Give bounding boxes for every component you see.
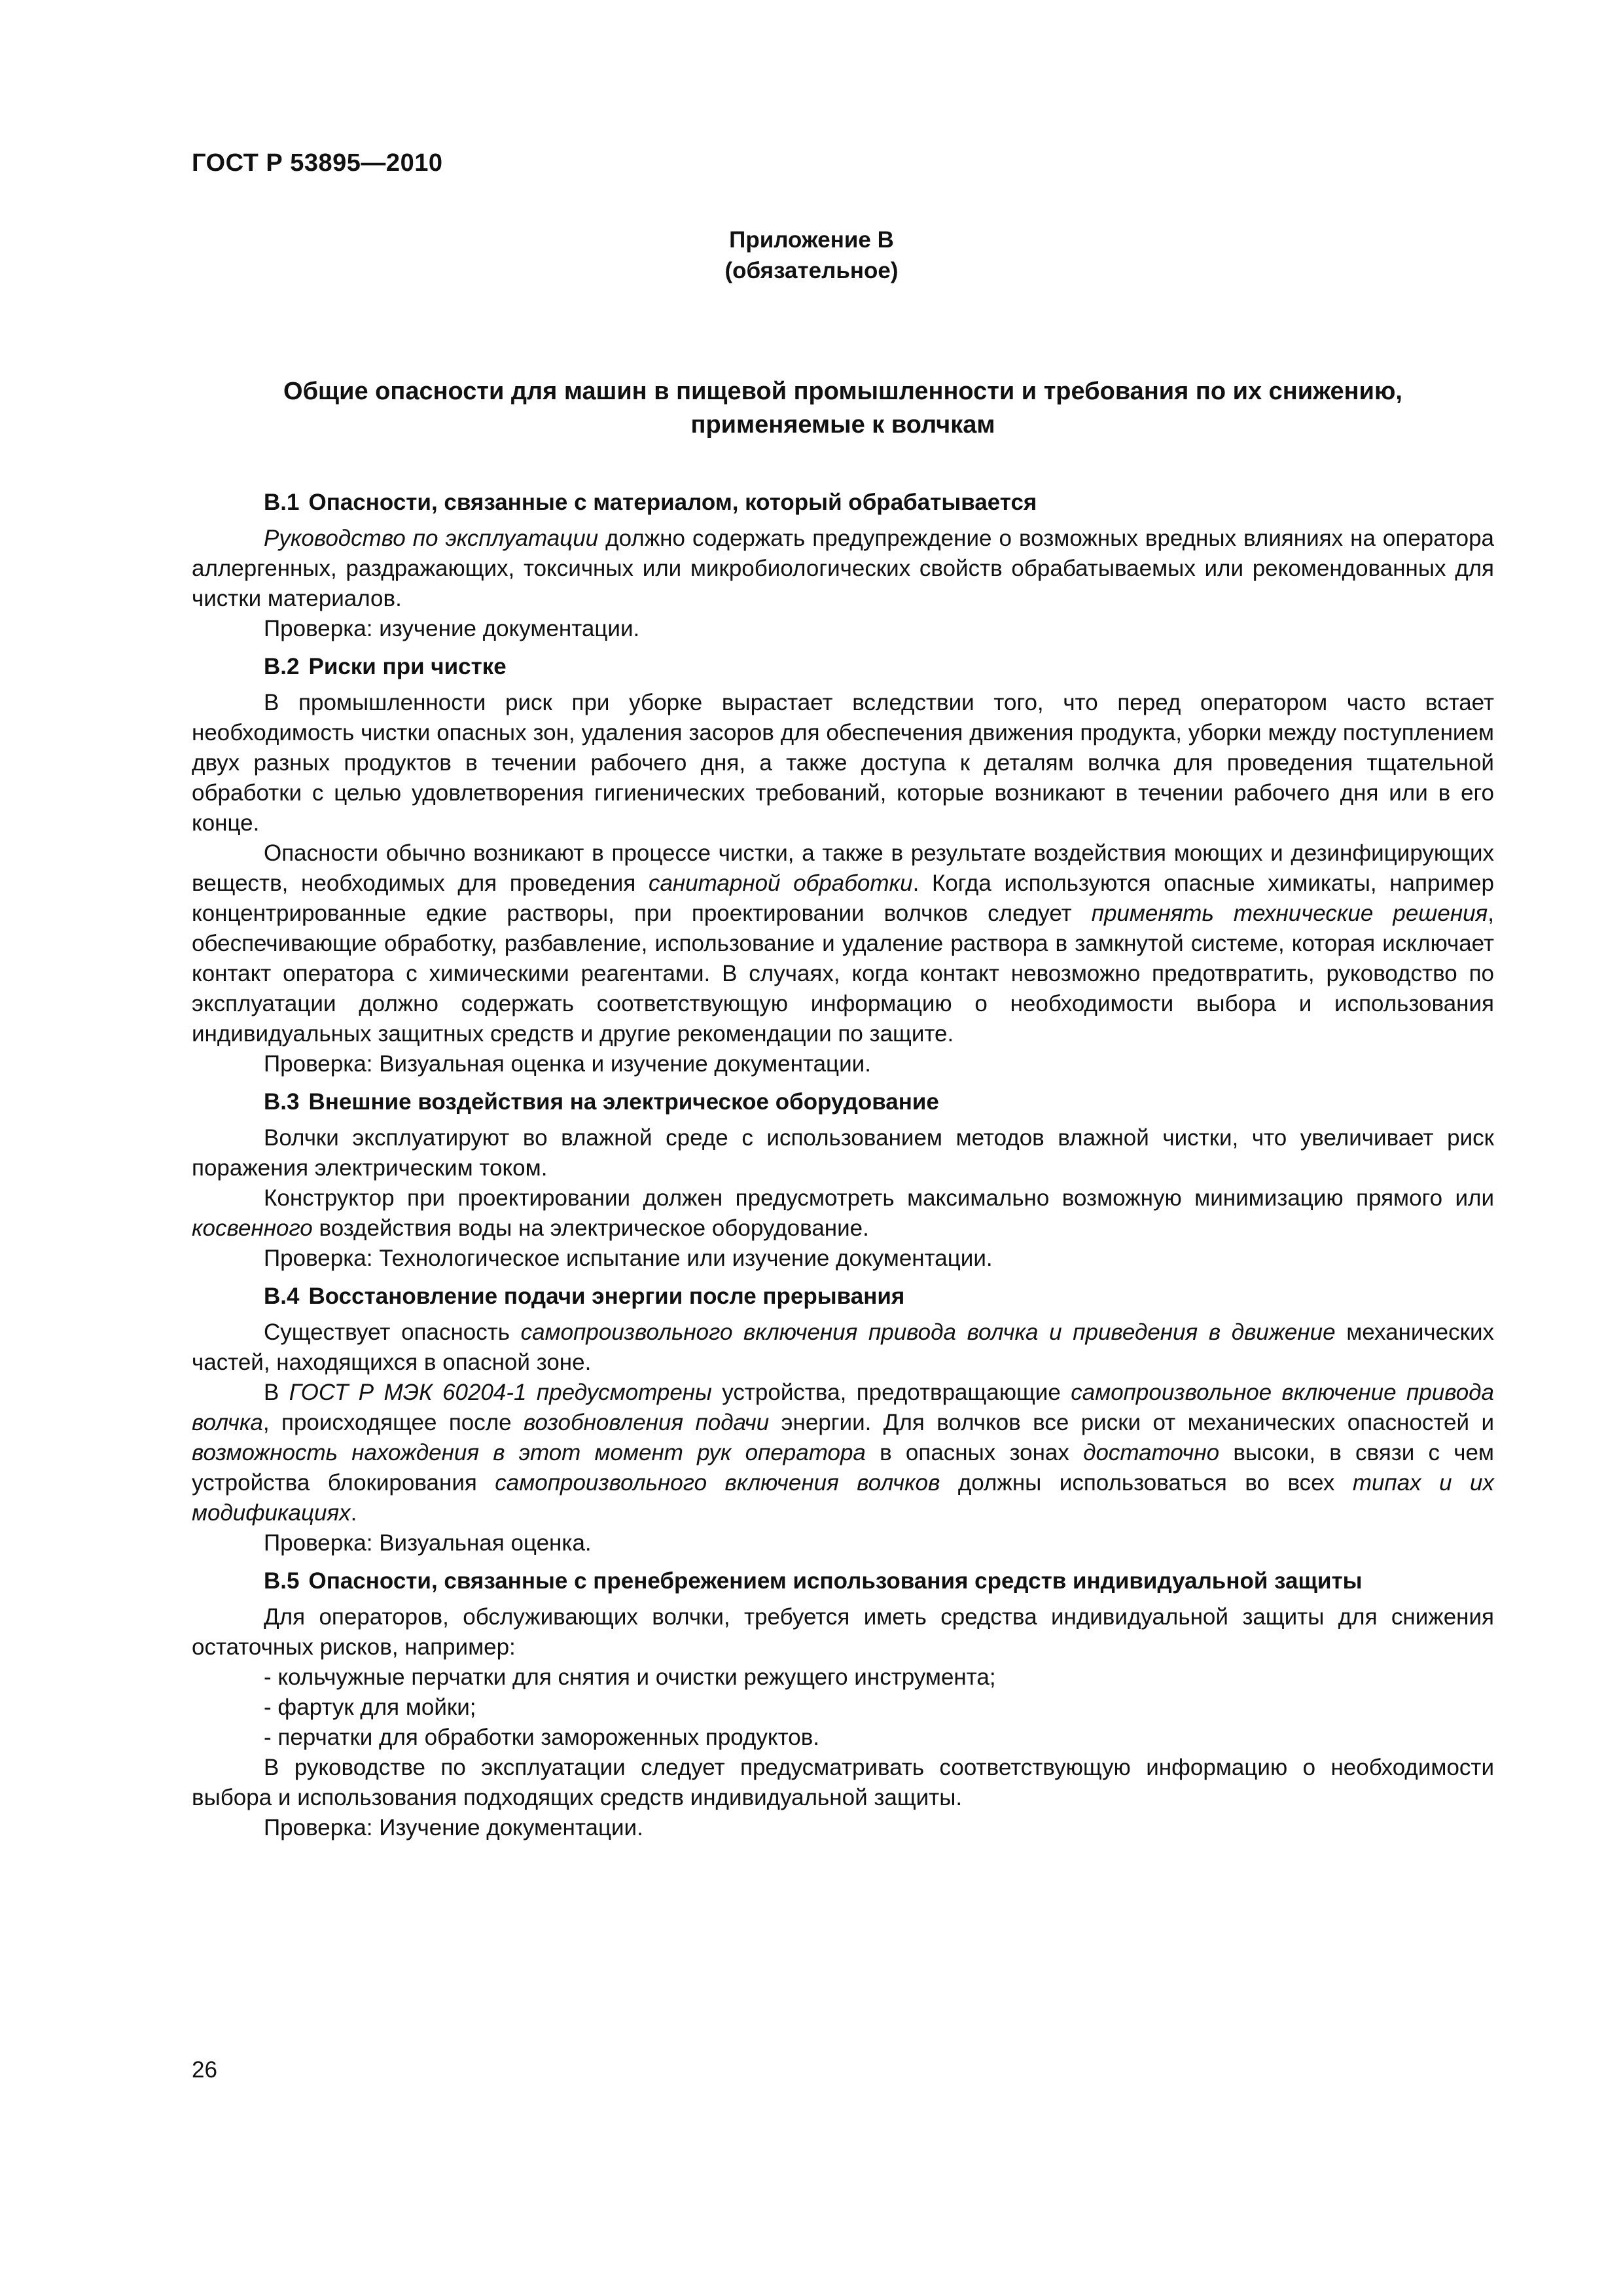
check-line: Проверка: Визуальная оценка.: [264, 1530, 592, 1556]
emphasis: возможность нахождения в этот момент рук оператора: [192, 1440, 866, 1465]
paragraph: В руководстве по эксплуатации следует предусматривать соответствующую информацию о необходимости выбора и использования подходящих средств индивидуальной защиты.: [192, 1755, 1494, 1810]
document-code: ГОСТ Р 53895—2010: [192, 149, 443, 177]
emphasis: санитарной обработки: [648, 870, 913, 896]
section-heading: [192, 488, 1494, 518]
text-run: Существует опасность: [264, 1319, 521, 1345]
text-run: , происходящее после: [262, 1410, 524, 1435]
text-run: В: [264, 1380, 289, 1405]
paragraph: [192, 1183, 1494, 1244]
section-b2: [192, 652, 1494, 1079]
section-number: В.2: [264, 654, 300, 679]
annex-title: Приложение В: [729, 227, 894, 253]
section-title: Риски при чистке: [308, 654, 507, 679]
section-number: В.5: [264, 1568, 300, 1594]
section-b5: [192, 1566, 1494, 1843]
section-title: Опасности, связанные с материалом, который обрабатывается: [308, 490, 1037, 515]
section-b1: [192, 488, 1494, 644]
section-title: Опасности, связанные с пренебрежением использования средств индивидуальной защиты: [308, 1568, 1363, 1594]
section-title: Внешние воздействия на электрическое оборудование: [308, 1089, 939, 1115]
text-run: устройства, предотвращающие: [711, 1380, 1071, 1405]
text-run: Опасности обычно возникают в процессе чистки, а также в результате воздействия моющих и дезинфицирующих веществ, необходимых для проведения: [192, 840, 1494, 896]
page-title-line-2: применяемые к волчкам: [690, 411, 995, 439]
check-line: Проверка: изучение документации.: [264, 616, 640, 641]
page-title-line-1: Общие опасности для машин в пищевой промышленности и требования по их снижению,: [283, 378, 1402, 405]
emphasis: применять технические решения: [1091, 901, 1488, 926]
paragraph: [192, 838, 1494, 1049]
document-body: [192, 488, 1494, 1843]
section-title: Восстановление подачи энергии после прерывания: [308, 1283, 905, 1309]
check-line: Проверка: Изучение документации.: [264, 1815, 643, 1840]
paragraph: [192, 1318, 1494, 1378]
emphasis: Руководство по эксплуатации: [264, 526, 599, 551]
emphasis: достаточно: [1083, 1440, 1220, 1465]
section-number: В.1: [264, 490, 300, 515]
paragraph: [192, 1378, 1494, 1528]
text-run: воздействия воды на электрическое оборудование.: [312, 1215, 869, 1241]
section-heading: [192, 1087, 1494, 1117]
emphasis: косвенного: [192, 1215, 313, 1241]
emphasis: возобновления подачи: [524, 1410, 770, 1435]
paragraph: В промышленности риск при уборке вырастает вследствии того, что перед оператором часто встает необходимость чистки опасных зон, удаления засоров для обеспечения движения продукта, уборки между поступлением двух разных продуктов в течении рабочего дня, а также доступа к деталям волчка для проведения тщательной обработки с целью удовлетворения гигиенических требований, которые возникают в течении рабочего дня или в его конце.: [192, 690, 1494, 836]
section-heading: [192, 652, 1494, 682]
check-line: Проверка: Технологическое испытание или изучение документации.: [264, 1246, 993, 1271]
emphasis: самопроизвольное включение привода волчка: [192, 1380, 1494, 1435]
emphasis: самопроизвольного включения волчков: [495, 1470, 940, 1496]
section-number: В.3: [264, 1089, 300, 1115]
paragraph: [192, 524, 1494, 614]
text-run: должно содержать предупреждение о возможных вредных влияниях на оператора аллергенных, раздражающих, токсичных или микробиологических свойств обрабатываемых или рекомендованных для чистки материалов.: [192, 526, 1495, 611]
text-run: . Когда используются опасные химикаты, например концентрированные едкие растворы, при проектировании волчков следует: [192, 870, 1495, 926]
list-item: - фартук для мойки;: [264, 1695, 476, 1720]
list-item: - перчатки для обработки замороженных продуктов.: [264, 1725, 820, 1750]
text-run: должны использоваться во всех: [940, 1470, 1353, 1496]
page-number: 26: [192, 2057, 217, 2083]
text-run: механических частей, находящихся в опасной зоне.: [192, 1319, 1494, 1375]
text-run: , обеспечивающие обработку, разбавление, использование и удаление раствора в замкнутой системе, которая исключает контакт оператора с химическими реагентами. В случаях, когда контакт невозможно предотвратить, руководство по эксплуатации должно содержать соответствующую информацию о необходимости выбора и использования индивидуальных защитных средств и другие рекомендации по защите.: [192, 901, 1494, 1047]
section-b4: [192, 1282, 1494, 1558]
annex-heading: [0, 224, 1623, 286]
text-run: в опасных зонах: [865, 1440, 1084, 1465]
emphasis: ГОСТ Р МЭК 60204-1 предусмотрены: [289, 1380, 712, 1405]
section-heading: [192, 1566, 1494, 1596]
text-run: Конструктор при проектировании должен предусмотреть максимально возможную минимизацию прямого или: [264, 1185, 1494, 1211]
page-title: [192, 375, 1494, 442]
paragraph: Для операторов, обслуживающих волчки, требуется иметь средства индивидуальной защиты для снижения остаточных рисков, например:: [192, 1604, 1494, 1660]
list-item: - кольчужные перчатки для снятия и очистки режущего инструмента;: [264, 1664, 996, 1690]
text-run: высоки, в связи с чем устройства блокирования: [192, 1440, 1494, 1496]
annex-status: (обязательное): [724, 258, 899, 283]
paragraph: Волчки эксплуатируют во влажной среде с использованием методов влажной чистки, что увеличивает риск поражения электрическим током.: [192, 1125, 1494, 1181]
emphasis: самопроизвольного включения привода волчка и приведения в движение: [520, 1319, 1336, 1345]
check-line: Проверка: Визуальная оценка и изучение документации.: [264, 1051, 871, 1077]
section-b3: [192, 1087, 1494, 1274]
section-number: В.4: [264, 1283, 300, 1309]
emphasis: типах и их модификациях: [192, 1470, 1495, 1526]
text-run: .: [350, 1500, 357, 1526]
section-heading: [192, 1282, 1494, 1312]
text-run: энергии. Для волчков все риски от механических опасностей и: [769, 1410, 1494, 1435]
